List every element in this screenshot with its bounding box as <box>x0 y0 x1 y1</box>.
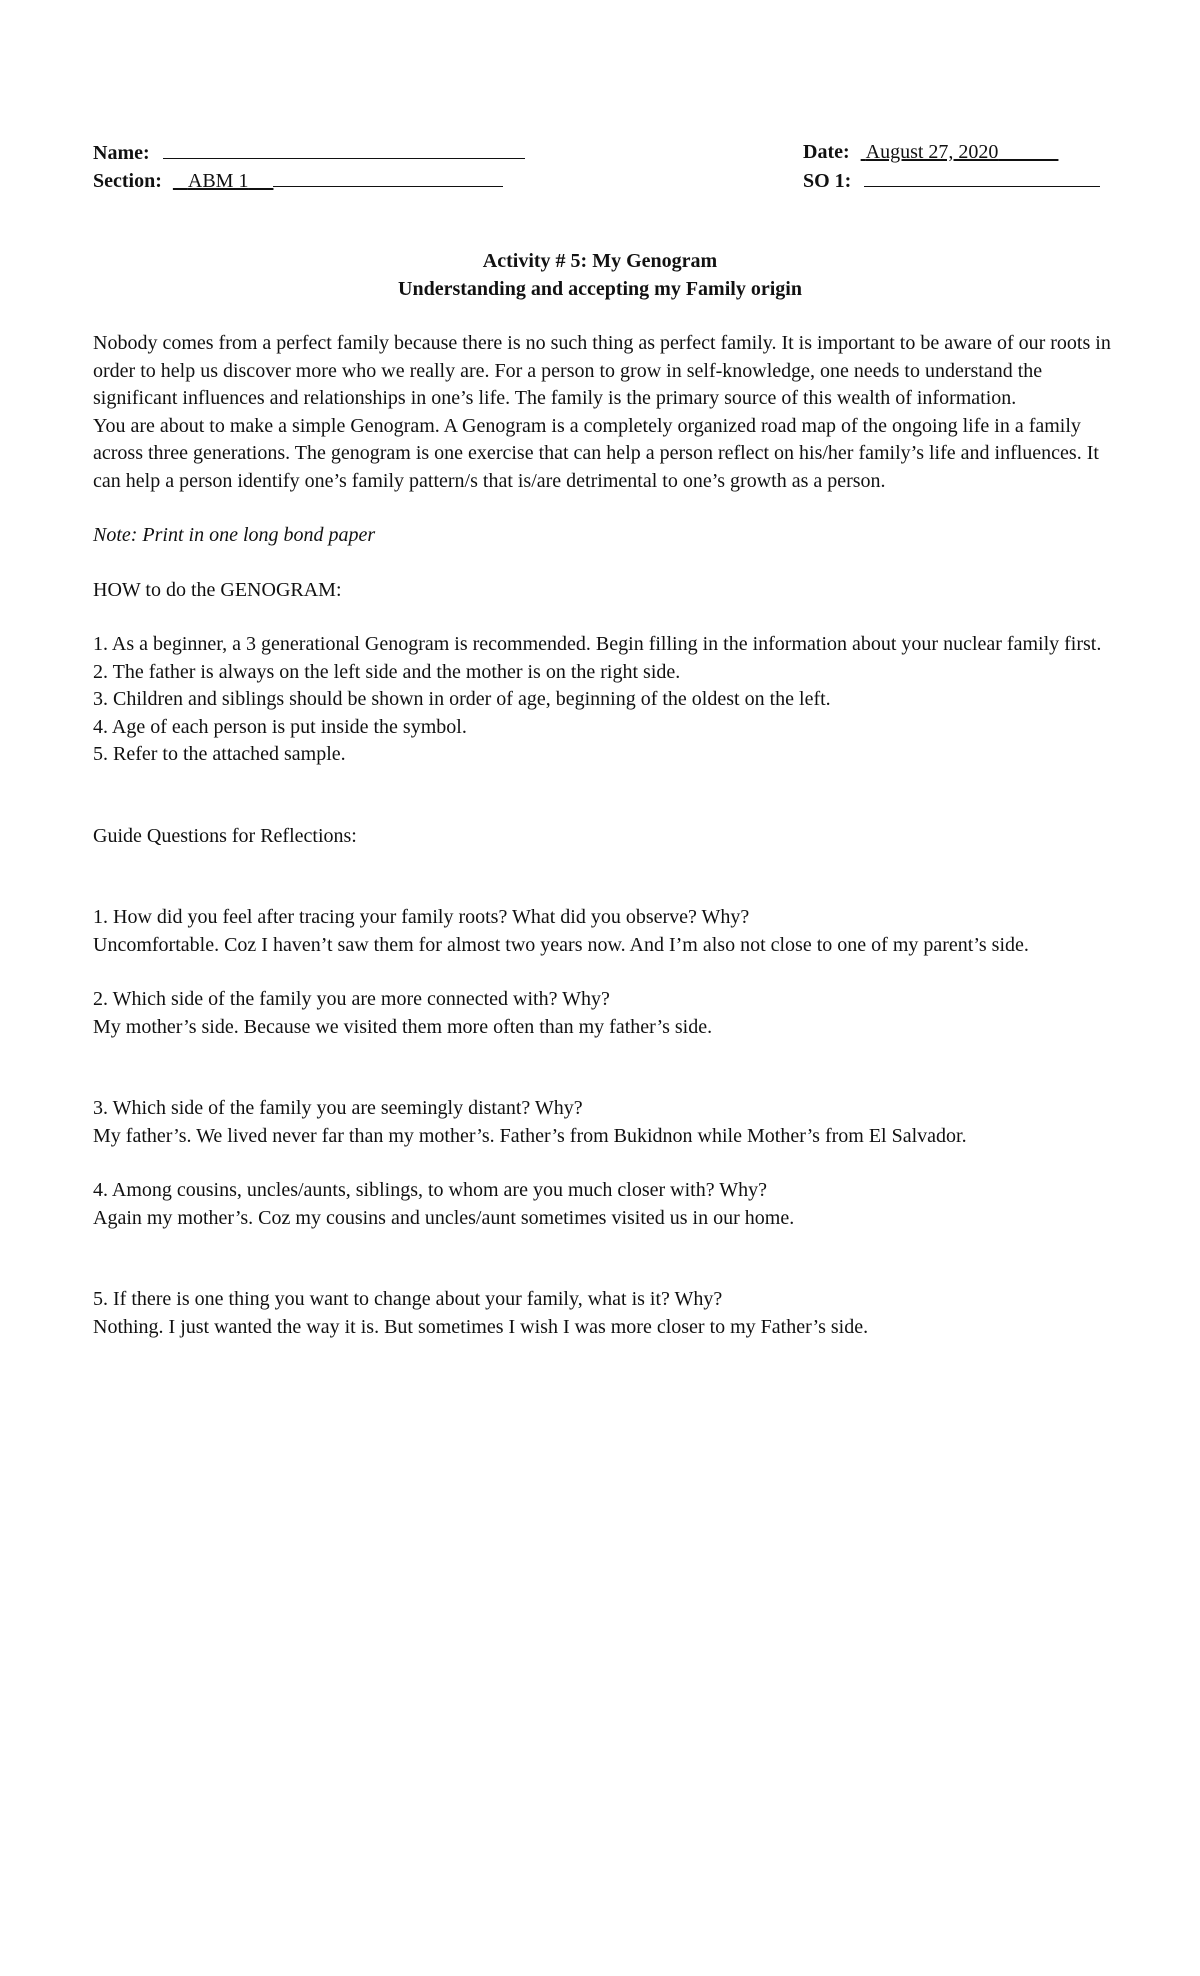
date-label: Date: <box>803 141 850 163</box>
step-item: 5. Refer to the attached sample. <box>93 743 346 765</box>
section-field <box>93 169 503 193</box>
intro-paragraph-2: You are about to make a simple Genogram. A Genogram is a completely organized road map of the ongoing life in a family across three generations. The genogram is one exercise that can help a person reflect on his/her family’s life and influences. It can help a person identify one’s family pattern/s that is/are detrimental to one’s growth as a person. <box>93 414 1099 492</box>
date-field <box>803 141 1058 164</box>
date-value: August 27, 2020 <box>865 141 999 163</box>
answer-text: Nothing. I just wanted the way it is. But sometimes I wish I was more closer to my Father’s side. <box>93 1315 869 1338</box>
answer-text: Again my mother’s. Coz my cousins and uncles/aunt sometimes visited us in our home. <box>93 1206 795 1229</box>
section-value: ABM 1 <box>187 170 249 192</box>
so1-field <box>803 169 1100 193</box>
question-block <box>93 1286 1123 1341</box>
guide-heading: Guide Questions for Reflections: <box>93 824 357 847</box>
question-text: 3. Which side of the family you are seemingly distant? Why? <box>93 1097 583 1119</box>
step-item: 4. Age of each person is put inside the symbol. <box>93 715 467 738</box>
step-item: 3. Children and siblings should be shown in order of age, beginning of the oldest on the left. <box>93 688 831 710</box>
step-item: 1. As a beginner, a 3 generational Genogram is recommended. Begin filling in the information about your nuclear family first. <box>93 633 1102 655</box>
question-block <box>93 986 1123 1041</box>
activity-subtitle: Understanding and accepting my Family origin <box>398 278 802 300</box>
so1-blank-line <box>864 169 1100 187</box>
question-block <box>93 1177 1123 1232</box>
answer-text: My mother’s side. Because we visited them more often than my father’s side. <box>93 1015 713 1038</box>
answer-text: Uncomfortable. Coz I haven’t saw them for almost two years now. And I’m also not close to one of my parent’s side. <box>93 933 1029 956</box>
question-block <box>93 904 1123 959</box>
document-body <box>93 330 1123 1341</box>
intro-paragraph-1: Nobody comes from a perfect family because there is no such thing as perfect family. It is important to be aware of our roots in order to help us discover more who we really are. For a person to grow in self-knowledge, one needs to understand the significant influences and relationships in one’s life. The family is the primary source of this wealth of information. <box>93 332 1111 409</box>
question-text: 4. Among cousins, uncles/aunts, siblings, to whom are you much closer with? Why? <box>93 1179 767 1201</box>
activity-title: Activity # 5: My Genogram <box>482 250 718 272</box>
question-text: 1. How did you feel after tracing your family roots? What did you observe? Why? <box>93 906 750 928</box>
step-item: 2. The father is always on the left side and the mother is on the right side. <box>93 660 681 683</box>
how-heading: HOW to do the GENOGRAM: <box>93 578 342 601</box>
question-block <box>93 1095 1123 1150</box>
answer-text: My father’s. We lived never far than my mother’s. Father’s from Bukidnon while Mother’s from El Salvador. <box>93 1124 967 1147</box>
print-note: Note: Print in one long bond paper <box>93 524 376 546</box>
section-label: Section: <box>93 170 162 192</box>
section-blank-line <box>273 169 503 187</box>
name-field <box>93 141 525 165</box>
so1-label: SO 1: <box>803 170 852 192</box>
name-label: Name: <box>93 142 150 164</box>
question-text: 5. If there is one thing you want to change about your family, what is it? Why? <box>93 1288 723 1310</box>
question-text: 2. Which side of the family you are more connected with? Why? <box>93 988 610 1010</box>
steps-list <box>93 631 1123 769</box>
name-blank-line <box>163 141 525 159</box>
